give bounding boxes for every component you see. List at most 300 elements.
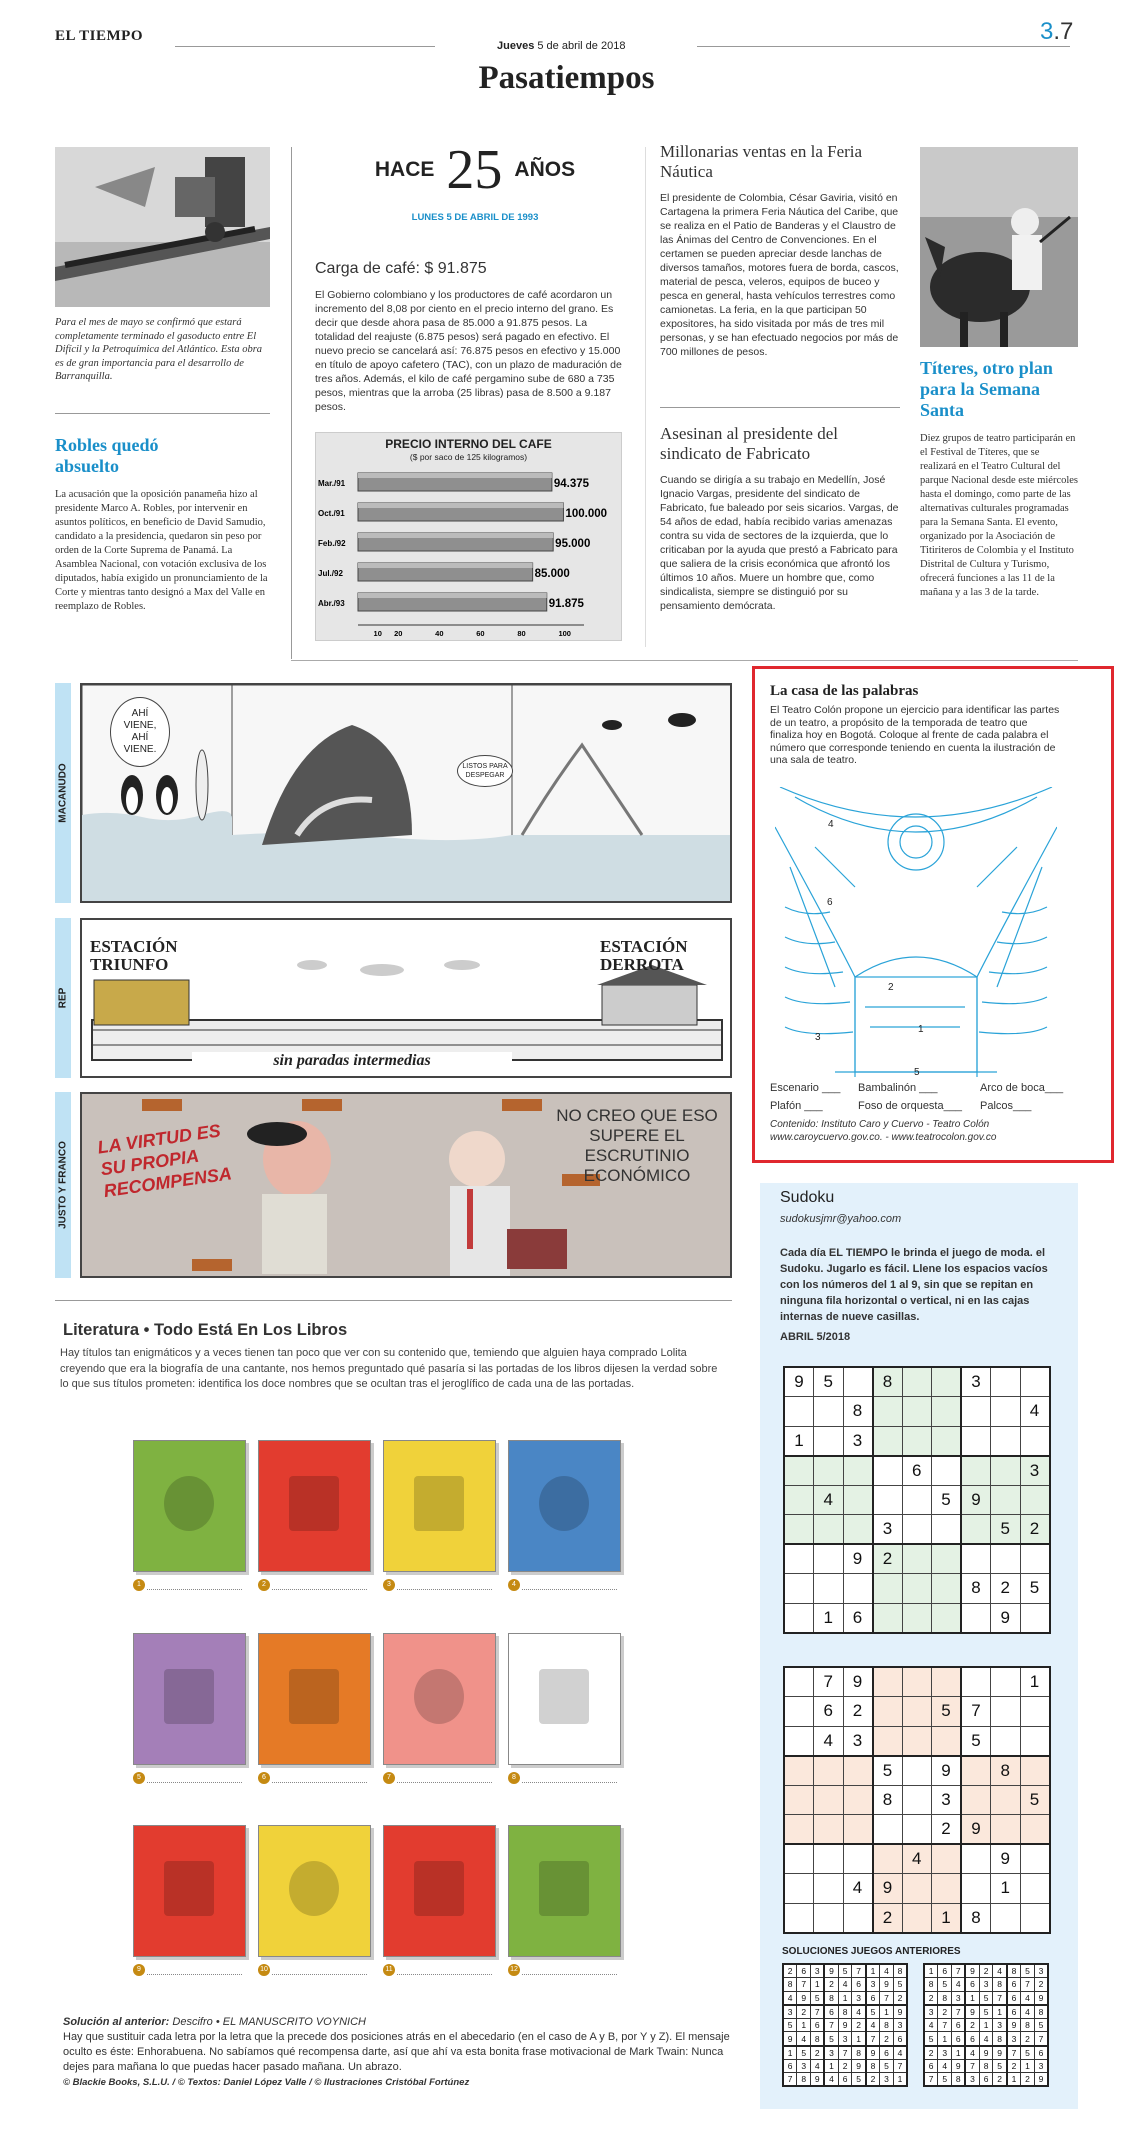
solution-cell: 7 — [938, 2018, 952, 2032]
theatre-num-5: 5 — [914, 1067, 920, 1078]
solution-cell: 9 — [1007, 2018, 1021, 2032]
sudoku-cell[interactable] — [814, 1544, 844, 1574]
sudoku-cell[interactable] — [843, 1485, 873, 1515]
sudoku-cell[interactable] — [814, 1756, 844, 1786]
chart-category-label: Abr./93 — [318, 599, 345, 608]
sudoku-cell[interactable] — [873, 1456, 903, 1486]
sudoku-cell[interactable] — [1020, 1697, 1050, 1727]
sudoku-cell[interactable] — [932, 1456, 962, 1486]
chart-value-label: 94.375 — [553, 478, 590, 490]
casa-title: La casa de las palabras — [770, 683, 919, 699]
sudoku-cell[interactable] — [843, 1785, 873, 1815]
sudoku-cell[interactable] — [902, 1903, 932, 1933]
solution-cell: 2 — [852, 2018, 866, 2032]
solution-cell: 9 — [1034, 1991, 1048, 2005]
sudoku-cell[interactable] — [873, 1726, 903, 1756]
sudoku-cell[interactable] — [991, 1544, 1021, 1574]
sudoku-cell[interactable] — [873, 1574, 903, 1604]
chart-category-label: Jul./92 — [318, 569, 343, 578]
solution-cell: 1 — [924, 1964, 938, 1978]
masthead-date — [497, 40, 625, 52]
sudoku-cell[interactable] — [902, 1367, 932, 1397]
sudoku-cell[interactable] — [961, 1544, 991, 1574]
sudoku-cell[interactable] — [932, 1367, 962, 1397]
book-answer-line[interactable] — [258, 1579, 371, 1593]
sudoku-cell[interactable] — [784, 1485, 814, 1515]
solution-cell: 1 — [1007, 2073, 1021, 2087]
sudoku-cell[interactable] — [814, 1515, 844, 1545]
sudoku-cell[interactable] — [932, 1603, 962, 1633]
sudoku-cell[interactable] — [961, 1397, 991, 1427]
sudoku-cell[interactable] — [902, 1785, 932, 1815]
solution-cell: 4 — [965, 2046, 979, 2060]
solution-cell: 9 — [1034, 2073, 1048, 2087]
sudoku-cell: 8 — [961, 1574, 991, 1604]
sudoku-cell[interactable] — [961, 1844, 991, 1874]
sudoku-cell[interactable] — [902, 1603, 932, 1633]
solution-cell: 9 — [797, 1991, 811, 2005]
solution-cell: 1 — [811, 1978, 825, 1992]
nautica-title: Millonarias ventas en la Feria Náutica — [660, 142, 863, 181]
word-palcos[interactable]: Palcos___ — [980, 1100, 1032, 1112]
solution-cell: 3 — [924, 2005, 938, 2019]
solution-cell: 3 — [1034, 1964, 1048, 1978]
solution-cell: 2 — [965, 2018, 979, 2032]
solution-cell: 2 — [993, 2073, 1007, 2087]
solution-cell: 2 — [866, 2073, 880, 2087]
theatre-num-2: 2 — [888, 982, 894, 993]
sudoku-date: ABRIL 5/2018 — [780, 1331, 851, 1343]
theatre-num-6: 6 — [827, 897, 833, 908]
sudoku-cell[interactable] — [814, 1785, 844, 1815]
book-illustration — [539, 1669, 589, 1724]
book-number: 3 — [383, 1579, 395, 1591]
solution-cell: 1 — [952, 2046, 966, 2060]
sudoku-cell: 4 — [1020, 1397, 1050, 1427]
solution-cell: 5 — [797, 2046, 811, 2060]
solution-grid-1 — [782, 1963, 908, 2087]
sudoku-intro: Cada día EL TIEMPO le brinda el juego de moda. el Sudoku. Jugarlo es fácil. Llene los espacios vacíos con los números del 1 al 9, sin que se repitan en ninguna fila horizontal o vertical, ni en las cajas internas de nueve casillas. — [780, 1247, 1048, 1323]
solution-cell: 8 — [811, 2032, 825, 2046]
sudoku-cell[interactable] — [784, 1603, 814, 1633]
sudoku-cell[interactable] — [902, 1397, 932, 1427]
sudoku-cell[interactable] — [991, 1815, 1021, 1845]
sudoku-cell: 2 — [991, 1574, 1021, 1604]
book-illustration — [164, 1861, 214, 1916]
sudoku-cell[interactable] — [902, 1667, 932, 1697]
sudoku-cell[interactable] — [1020, 1874, 1050, 1904]
rep-label: REP — [57, 987, 69, 1009]
chart-bar-highlight — [358, 533, 553, 538]
book-illustration — [289, 1669, 339, 1724]
solution-cell: 6 — [866, 1991, 880, 2005]
sudoku-cell[interactable] — [814, 1844, 844, 1874]
sudoku-cell[interactable] — [814, 1456, 844, 1486]
sudoku-cell: 9 — [961, 1815, 991, 1845]
sudoku-cell[interactable] — [902, 1815, 932, 1845]
sudoku-cell[interactable] — [814, 1426, 844, 1456]
book-answer-line[interactable] — [508, 1964, 621, 1978]
sudoku-cell[interactable] — [784, 1515, 814, 1545]
solution-cell: 6 — [1007, 2005, 1021, 2019]
sudoku-cell[interactable] — [1020, 1903, 1050, 1933]
sudoku-cell[interactable] — [784, 1874, 814, 1904]
book-number: 7 — [383, 1772, 395, 1784]
cafe-chart — [315, 432, 622, 641]
sudoku-cell: 5 — [1020, 1574, 1050, 1604]
solution-cell: 5 — [783, 2018, 797, 2032]
solution-cell: 9 — [783, 2032, 797, 2046]
sudoku-cell[interactable] — [961, 1874, 991, 1904]
book-answer-line[interactable] — [508, 1772, 621, 1786]
solution-cell: 5 — [893, 1978, 907, 1992]
sudoku-cell[interactable] — [873, 1844, 903, 1874]
book-answer-line[interactable] — [258, 1772, 371, 1786]
sudoku-cell[interactable] — [784, 1574, 814, 1604]
book-answer-field[interactable] — [147, 1580, 242, 1590]
sudoku-cell[interactable] — [873, 1603, 903, 1633]
sudoku-title: Sudoku — [780, 1189, 835, 1206]
sudoku-cell[interactable] — [784, 1815, 814, 1845]
solution-cell: 1 — [965, 1991, 979, 2005]
solution-cell: 8 — [952, 2073, 966, 2087]
solution-cell: 2 — [1021, 2073, 1035, 2087]
col-divider-2 — [645, 147, 646, 647]
chart-category-label: Feb./92 — [318, 539, 346, 548]
sudoku-cell: 2 — [932, 1815, 962, 1845]
sudoku-cell[interactable] — [932, 1874, 962, 1904]
sudoku-cell[interactable] — [1020, 1367, 1050, 1397]
sudoku-cell[interactable] — [961, 1603, 991, 1633]
solution-grid-2 — [923, 1963, 1049, 2087]
theatre-illustration — [775, 787, 1057, 1077]
sudoku-cell[interactable] — [902, 1726, 932, 1756]
book-cover — [258, 1633, 371, 1765]
solution-cell: 7 — [952, 2005, 966, 2019]
sudoku-cell[interactable] — [991, 1426, 1021, 1456]
book-answer-line[interactable] — [258, 1964, 371, 1978]
solution-cell: 4 — [797, 2032, 811, 2046]
book-answer-line[interactable] — [133, 1964, 246, 1978]
solution-cell: 3 — [866, 1978, 880, 1992]
solution-cell: 7 — [893, 2059, 907, 2073]
sudoku-cell[interactable] — [814, 1397, 844, 1427]
sudoku-cell[interactable] — [843, 1815, 873, 1845]
sudoku-cell[interactable] — [843, 1367, 873, 1397]
rep-right-text: ESTACIÓN DERROTA — [600, 937, 688, 974]
solution-cell: 8 — [783, 1978, 797, 1992]
word-bambalinon[interactable]: Bambalinón ___ — [858, 1082, 938, 1094]
theatre-num-3: 3 — [815, 1032, 821, 1043]
chart-tick-label: 10 — [373, 629, 382, 638]
solution-cell: 3 — [893, 2018, 907, 2032]
robles-body: La acusación que la oposición panameña hizo al presidente Marco A. Robles, por intervenir en asuntos políticos, en beneficio de David Samudio, candidato a la presidencia, quedaron sin peso por orden de la Corte Suprema de Panamá. La Asamblea Nacional, con votación exclusiva de los diputados, había exigido un pronunciamiento de la Corte y mientras tanto designó a Max del Valle en reemplazo de Robles. — [55, 489, 268, 612]
sudoku-cell[interactable] — [784, 1397, 814, 1427]
sudoku-cell[interactable] — [873, 1697, 903, 1727]
sudoku-cell: 3 — [932, 1785, 962, 1815]
book-answer-line[interactable] — [508, 1579, 621, 1593]
solution-cell: 2 — [924, 2046, 938, 2060]
sudoku-cell[interactable] — [814, 1903, 844, 1933]
hace-number: 25 — [446, 139, 503, 201]
sudoku-cell[interactable] — [961, 1785, 991, 1815]
solution-cell: 3 — [965, 2073, 979, 2087]
solution-cell: 9 — [866, 2046, 880, 2060]
solution-cell: 8 — [866, 2059, 880, 2073]
chart-plot — [316, 465, 621, 640]
sudoku-cell[interactable] — [932, 1426, 962, 1456]
sudoku-cell[interactable] — [814, 1815, 844, 1845]
sudoku-cell: 3 — [843, 1426, 873, 1456]
solution-cell: 9 — [824, 1964, 838, 1978]
sudoku-cell: 9 — [932, 1756, 962, 1786]
solution-cell: 2 — [1034, 1978, 1048, 1992]
literatura-title: Literatura • Todo Está En Los Libros — [63, 1321, 348, 1339]
sudoku-cell[interactable] — [902, 1485, 932, 1515]
solution-cell: 5 — [1021, 1964, 1035, 1978]
sudoku-cell[interactable] — [991, 1903, 1021, 1933]
solution-cell: 3 — [824, 2046, 838, 2060]
fabricato-title: Asesinan al presidente del sindicato de Fabricato — [660, 424, 838, 463]
sudoku-cell[interactable] — [784, 1697, 814, 1727]
chart-bar-highlight — [358, 503, 563, 508]
solution-cell: 4 — [880, 1964, 894, 1978]
book-answer-field[interactable] — [397, 1773, 492, 1783]
sudoku-cell[interactable] — [932, 1515, 962, 1545]
sudoku-cell[interactable] — [843, 1574, 873, 1604]
sudoku-email: sudokusjmr@yahoo.com — [780, 1213, 902, 1225]
sudoku-cell[interactable] — [873, 1397, 903, 1427]
justo-left-text: LA VIRTUD ES SU PROPIA RECOMPENSA — [96, 1120, 233, 1202]
book-cover — [133, 1440, 246, 1572]
book-answer-line[interactable] — [133, 1772, 246, 1786]
sudoku-cell[interactable] — [843, 1844, 873, 1874]
sudoku-cell[interactable] — [902, 1515, 932, 1545]
book-answer-line[interactable] — [383, 1964, 496, 1978]
sudoku-cell[interactable] — [932, 1726, 962, 1756]
sudoku-cell[interactable] — [902, 1426, 932, 1456]
sudoku-cell[interactable] — [932, 1397, 962, 1427]
sudoku-cell: 3 — [961, 1367, 991, 1397]
sudoku-cell[interactable] — [784, 1844, 814, 1874]
solution-cell: 9 — [965, 2005, 979, 2019]
book-answer-field[interactable] — [272, 1773, 367, 1783]
solution-cell: 8 — [993, 2032, 1007, 2046]
solution-cell: 2 — [797, 2005, 811, 2019]
sudoku-cell[interactable] — [991, 1397, 1021, 1427]
sudoku-cell[interactable] — [873, 1815, 903, 1845]
book-number: 9 — [133, 1964, 145, 1976]
sudoku-cell[interactable] — [991, 1367, 1021, 1397]
sudoku-cell[interactable] — [1020, 1485, 1050, 1515]
solution-cell: 3 — [852, 1991, 866, 2005]
sudoku-cell: 9 — [784, 1367, 814, 1397]
book-number: 12 — [508, 1964, 520, 1976]
sudoku-cell[interactable] — [784, 1726, 814, 1756]
sudoku-cell[interactable] — [932, 1667, 962, 1697]
solution-cell: 3 — [952, 1991, 966, 2005]
solution-cell: 9 — [965, 1964, 979, 1978]
book-answer-field[interactable] — [147, 1965, 242, 1975]
sudoku-cell[interactable] — [961, 1426, 991, 1456]
sudoku-cell: 6 — [814, 1697, 844, 1727]
sudoku-cell: 5 — [873, 1756, 903, 1786]
sudoku-cell[interactable] — [1020, 1815, 1050, 1845]
chart-title: PRECIO INTERNO DEL CAFE — [385, 437, 552, 451]
solution-cell: 4 — [838, 1978, 852, 1992]
book-answer-line[interactable] — [383, 1579, 496, 1593]
sudoku-cell[interactable] — [991, 1667, 1021, 1697]
book-answer-field[interactable] — [522, 1965, 617, 1975]
sudoku-cell[interactable] — [784, 1756, 814, 1786]
justo-strip — [80, 1092, 732, 1278]
sudoku-cell[interactable] — [961, 1515, 991, 1545]
sudoku-cell: 9 — [843, 1667, 873, 1697]
sudoku-cell[interactable] — [991, 1726, 1021, 1756]
solution-cell: 3 — [1007, 2032, 1021, 2046]
sudoku-cell: 4 — [814, 1485, 844, 1515]
solution-cell: 6 — [880, 2046, 894, 2060]
chart-tick-label: 20 — [394, 629, 403, 638]
rule-literatura — [55, 1300, 732, 1301]
solution-cell: 1 — [880, 2005, 894, 2019]
sudoku-cell[interactable] — [991, 1785, 1021, 1815]
sudoku-cell[interactable] — [902, 1697, 932, 1727]
casa-words — [770, 1082, 1100, 1118]
solution-cell: 6 — [965, 2032, 979, 2046]
book-answer-field[interactable] — [272, 1580, 367, 1590]
book-answer-field[interactable] — [147, 1773, 242, 1783]
sudoku-cell[interactable] — [932, 1574, 962, 1604]
solution-cell: 8 — [924, 1978, 938, 1992]
solution-cell: 1 — [893, 2073, 907, 2087]
solution-cell: 3 — [979, 1978, 993, 1992]
sudoku-cell[interactable] — [784, 1903, 814, 1933]
chart-subtitle: ($ por saco de 125 kilogramos) — [409, 452, 528, 462]
sudoku-cell[interactable] — [932, 1544, 962, 1574]
sudoku-cell: 2 — [873, 1903, 903, 1933]
solution-cell: 6 — [952, 2032, 966, 2046]
sudoku-cell[interactable] — [814, 1574, 844, 1604]
sudoku-cell[interactable] — [991, 1485, 1021, 1515]
solution-cell: 5 — [938, 1978, 952, 1992]
book-number: 5 — [133, 1772, 145, 1784]
sudoku-cell[interactable] — [843, 1515, 873, 1545]
sudoku-cell[interactable] — [843, 1903, 873, 1933]
book-answer-field[interactable] — [397, 1580, 492, 1590]
sudoku-cell[interactable] — [991, 1456, 1021, 1486]
chart-category-label: Oct./91 — [318, 509, 345, 518]
rep-strip — [80, 918, 732, 1078]
solution-cell: 4 — [852, 2005, 866, 2019]
sudoku-cell[interactable] — [784, 1456, 814, 1486]
book-answer-line[interactable] — [133, 1579, 246, 1593]
sudoku-cell: 9 — [961, 1485, 991, 1515]
sudoku-cell[interactable] — [784, 1544, 814, 1574]
sudoku-cell[interactable] — [902, 1874, 932, 1904]
titeres-title: Títeres, otro plan para la Semana Santa — [920, 358, 1053, 420]
sudoku-cell[interactable] — [902, 1544, 932, 1574]
word-foso[interactable]: Foso de orquesta___ — [858, 1100, 962, 1112]
solution-cell: 1 — [797, 2018, 811, 2032]
sudoku-cell[interactable] — [843, 1756, 873, 1786]
book-illustration — [414, 1476, 464, 1531]
solution-cell: 4 — [1021, 2005, 1035, 2019]
solution-cell: 8 — [993, 1978, 1007, 1992]
book-cover — [383, 1633, 496, 1765]
solution-cell: 2 — [1021, 2032, 1035, 2046]
chart-value-label: 85.000 — [534, 568, 570, 580]
word-arco-de-boca[interactable]: Arco de boca___ — [980, 1082, 1064, 1094]
solution-cell: 2 — [824, 1978, 838, 1992]
solucion-label: Solución al anterior: — [63, 2016, 170, 2028]
sudoku-cell[interactable] — [961, 1456, 991, 1486]
sudoku-cell[interactable] — [902, 1574, 932, 1604]
word-plafon[interactable]: Plafón ___ — [770, 1100, 823, 1112]
sudoku-cell[interactable] — [1020, 1544, 1050, 1574]
sudoku-cell[interactable] — [873, 1485, 903, 1515]
book-answer-line[interactable] — [383, 1772, 496, 1786]
solution-cell: 3 — [783, 2005, 797, 2019]
book-cover — [133, 1633, 246, 1765]
solution-cell: 9 — [811, 2073, 825, 2087]
sudoku-cell[interactable] — [1020, 1844, 1050, 1874]
solution-cell: 1 — [838, 1991, 852, 2005]
book-illustration — [539, 1861, 589, 1916]
sudoku-cell[interactable] — [843, 1456, 873, 1486]
book-answer-field[interactable] — [522, 1773, 617, 1783]
chart-tick-label: 40 — [435, 629, 444, 638]
rep-left-text: ESTACIÓN TRIUNFO — [90, 937, 178, 974]
sudoku-cell[interactable] — [873, 1426, 903, 1456]
sudoku-cell: 8 — [873, 1367, 903, 1397]
sudoku-cell[interactable] — [991, 1697, 1021, 1727]
solution-cell: 5 — [838, 1964, 852, 1978]
solution-cell: 9 — [880, 1978, 894, 1992]
sudoku-cell[interactable] — [902, 1756, 932, 1786]
pipeline-caption: Para el mes de mayo se confirmó que estará completamente terminado el gasoducto entre El Difícil y la Petroquímica del Atlántico. Esta obra es de gran importancia para el desarrollo de Barranquilla. — [55, 317, 263, 382]
book-illustration — [414, 1669, 464, 1724]
solution-cell: 4 — [938, 2059, 952, 2073]
sudoku-cell[interactable] — [784, 1785, 814, 1815]
book-answer-field[interactable] — [272, 1965, 367, 1975]
sudoku-grid-1 — [783, 1366, 1051, 1634]
macanudo-bubble-1: AHÍ VIENE, AHÍ VIENE. — [110, 697, 170, 767]
masthead-rule-left — [175, 46, 435, 47]
sudoku-cell[interactable] — [1020, 1726, 1050, 1756]
solution-cell: 4 — [811, 2059, 825, 2073]
solution-cell: 5 — [824, 2032, 838, 2046]
sudoku-cell[interactable] — [961, 1756, 991, 1786]
sudoku-cell[interactable] — [1020, 1756, 1050, 1786]
chart-tick-label: 60 — [476, 629, 485, 638]
solution-cell: 3 — [1034, 2059, 1048, 2073]
solution-cell: 2 — [811, 2046, 825, 2060]
book-answer-field[interactable] — [397, 1965, 492, 1975]
sudoku-cell[interactable] — [1020, 1603, 1050, 1633]
sudoku-cell[interactable] — [814, 1874, 844, 1904]
solution-cell: 2 — [893, 1991, 907, 2005]
sudoku-cell[interactable] — [784, 1667, 814, 1697]
solution-cell: 6 — [783, 2059, 797, 2073]
sudoku-cell[interactable] — [873, 1667, 903, 1697]
book-answer-field[interactable] — [522, 1580, 617, 1590]
sudoku-cell[interactable] — [932, 1844, 962, 1874]
sudoku-cell[interactable] — [1020, 1426, 1050, 1456]
word-escenario[interactable]: Escenario ___ — [770, 1082, 841, 1094]
sudoku-cell[interactable] — [961, 1667, 991, 1697]
sudoku-panel — [760, 1183, 1078, 2109]
